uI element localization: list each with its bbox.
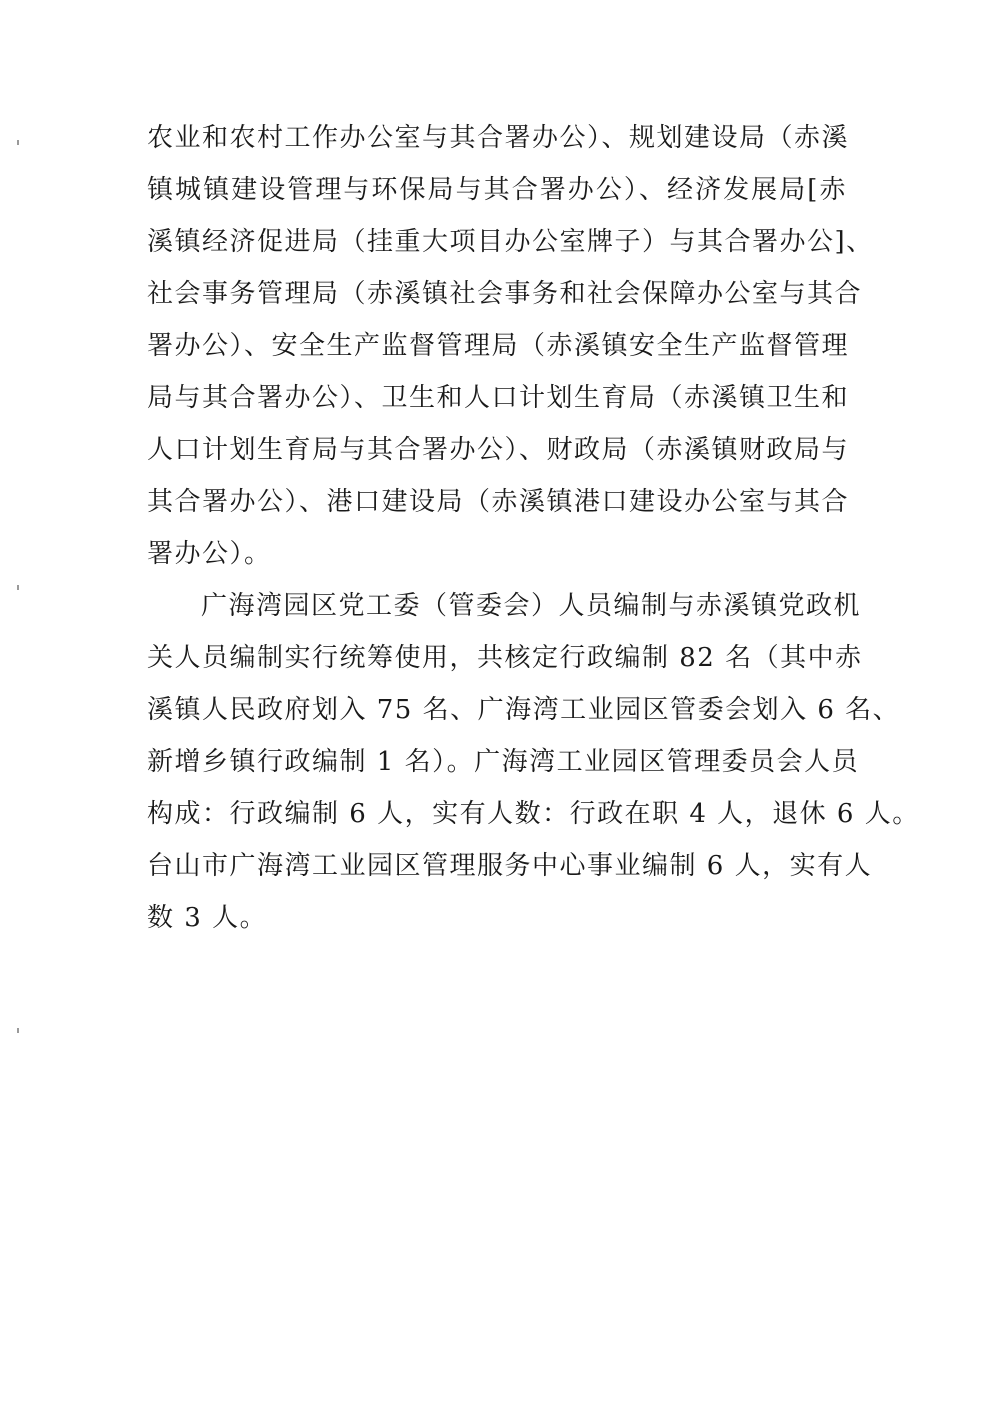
scan-mark <box>17 585 19 590</box>
paragraph-line: 其合署办公）、港口建设局（赤溪镇港口建设办公室与其合 <box>147 487 850 517</box>
paragraph-line: 镇城镇建设管理与环保局与其合署办公）、经济发展局[赤 <box>147 175 847 205</box>
scan-mark <box>17 1028 19 1033</box>
scan-mark <box>17 140 19 145</box>
paragraph-line: 溪镇人民政府划入 75 名、广海湾工业园区管委会划入 6 名、 <box>147 695 901 725</box>
paragraph-line: 局与其合署办公）、卫生和人口计划生育局（赤溪镇卫生和 <box>147 383 850 413</box>
paragraph-staffing <box>147 580 920 944</box>
paragraph-line: 农业和农村工作办公室与其合署办公）、规划建设局（赤溪 <box>147 123 850 153</box>
paragraph-line: 人口计划生育局与其合署办公）、财政局（赤溪镇财政局与 <box>147 435 850 465</box>
paragraph-line: 数 3 人。 <box>147 903 268 933</box>
paragraph-line: 构成：行政编制 6 人，实有人数：行政在职 4 人，退休 6 人。 <box>147 799 920 829</box>
paragraph-line: 社会事务管理局（赤溪镇社会事务和社会保障办公室与其合 <box>147 279 863 309</box>
paragraph-line: 新增乡镇行政编制 1 名）。广海湾工业园区管理委员会人员 <box>147 747 860 777</box>
paragraph-continuation <box>147 112 874 580</box>
paragraph-line: 署办公）。 <box>147 539 272 569</box>
paragraph-line: 关人员编制实行统筹使用，共核定行政编制 82 名（其中赤 <box>147 643 863 673</box>
paragraph-line: 溪镇经济促进局（挂重大项目办公室牌子）与其合署办公]、 <box>147 227 874 257</box>
paragraph-line: 台山市广海湾工业园区管理服务中心事业编制 6 人，实有人 <box>147 851 873 881</box>
paragraph-line: 广海湾园区党工委（管委会）人员编制与赤溪镇党政机 <box>201 591 862 621</box>
paragraph-line: 署办公）、安全生产监督管理局（赤溪镇安全生产监督管理 <box>147 331 850 361</box>
